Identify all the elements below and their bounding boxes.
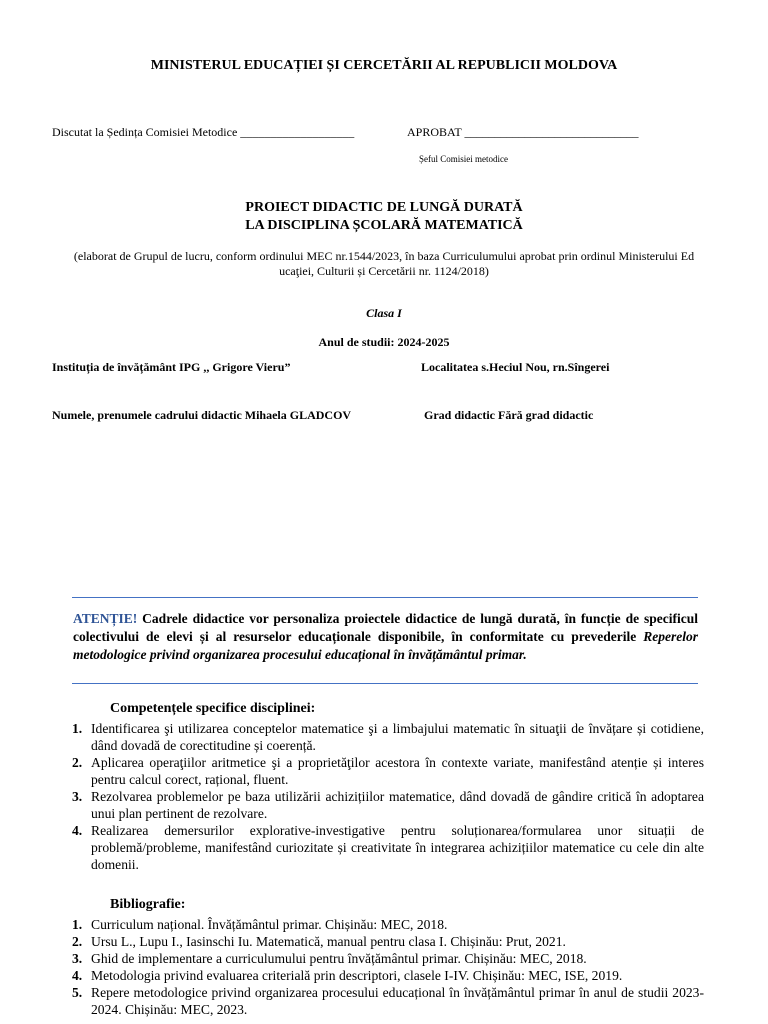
bibliography-item-number: 5.: [72, 985, 83, 1000]
bibliography-item-number: 2.: [72, 934, 83, 949]
bibliography-item: [72, 984, 704, 1018]
bibliography-heading: Bibliografie:: [110, 897, 186, 912]
locality: Localitatea s.Heciul Nou, rn.Sîngerei: [421, 360, 610, 374]
competence-item: [72, 720, 704, 754]
competence-item-number: 4.: [72, 823, 83, 838]
title-line-1: PROIECT DIDACTIC DE LUNGĂ DURATĂ: [245, 200, 523, 215]
bibliography-item-text: Ghid de implementare a curriculumului pentru învățământul primar. Chișinău: MEC, 2018.: [91, 951, 587, 966]
elaborated-line-1: (elaborat de Grupul de lucru, conform ordinului MEC nr.1544/2023, în baza Curriculumului aprobat prin ordinul Ministerului Ed: [73, 249, 695, 263]
bibliography-item: [72, 933, 704, 950]
attention-label: ATENȚIE!: [73, 611, 138, 626]
competence-item-text: Rezolvarea problemelor pe baza utilizării achizițiilor matematice, dând dovadă de gândire critică în adoptarea unui plan pertinent de rezolvare.: [91, 789, 704, 821]
elaborated-line-2: ucaţiei, Culturii și Cercetării nr. 1124/2018): [279, 264, 489, 278]
competence-item: [72, 788, 704, 822]
teacher-name: Numele, prenumele cadrului didactic Mihaela GLADCOV: [52, 408, 352, 422]
notice-text: Cadrele didactice vor personaliza proiectele didactice de lungă durată, în funcție de specificul colectivului de elevi și al resurselor educaționale disponibile, în conformitate cu prevederile: [73, 611, 698, 644]
competences-list: [72, 720, 704, 873]
competence-item-text: Identificarea şi utilizarea conceptelor matematice şi a limbajului matematic în situaţii de învățare și cotidiene, dând dovadă de corectitudine și coerență.: [91, 721, 704, 753]
notice-italic-text: Reperelor metodologice privind organizarea procesului educațional în învățământul primar.: [73, 629, 698, 662]
bibliography-item-text: Metodologia privind evaluarea criterială prin descriptori, clasele I-IV. Chișinău: MEC, ISE, 2019.: [91, 968, 623, 983]
competences-heading: Competențele specifice disciplinei:: [110, 701, 316, 716]
bibliography-item-text: Repere metodologice privind organizarea procesului educațional în învățământul primar în anul de studii 2023-2024. Chișinău: MEC, 2023.: [91, 985, 704, 1017]
bibliography-item-text: Ursu L., Lupu I., Iasinschi Iu. Matematică, manual pentru clasa I. Chișinău: Prut, 2021.: [91, 934, 566, 949]
bibliography-list: [72, 916, 704, 1018]
title-line-2: LA DISCIPLINA ȘCOLARĂ MATEMATICĂ: [245, 218, 523, 233]
competence-item-text: Realizarea demersurilor explorative-investigative pentru soluționarea/formularea unor situații de problemă/probleme, manifestând curiozitate și creativitate în integrarea achizițiilor matematice cu cele din alte domenii.: [91, 823, 704, 872]
discussed-line: Discutat la Ședința Comisiei Metodice ___________________: [52, 125, 355, 139]
institution: Instituția de învățământ IPG ,, Grigore Vieru”: [52, 360, 291, 374]
bibliography-item-number: 3.: [72, 951, 83, 966]
attention-notice: [73, 610, 698, 664]
bibliography-item: [72, 967, 704, 984]
bibliography-item: [72, 916, 704, 933]
didactic-grade: Grad didactic Fără grad didactic: [424, 408, 594, 422]
competence-item: [72, 754, 704, 788]
ministry-heading: MINISTERUL EDUCAȚIEI ȘI CERCETĂRII AL REPUBLICII MOLDOVA: [150, 58, 618, 73]
bibliography-item: [72, 950, 704, 967]
competence-item-number: 2.: [72, 755, 83, 770]
document-title: [0, 199, 768, 235]
class-label: Clasa I: [366, 306, 402, 320]
bibliography-item-text: Curriculum național. Învățământul primar. Chișinău: MEC, 2018.: [91, 917, 448, 932]
bibliography-item-number: 4.: [72, 968, 83, 983]
competence-item-number: 1.: [72, 721, 83, 736]
approver-role: Șeful Comisiei metodice: [419, 154, 508, 164]
approved-line: APROBAT _____________________________: [407, 125, 639, 139]
notice-top-rule: [72, 597, 698, 598]
competence-item-text: Aplicarea operaţiilor aritmetice şi a proprietăţilor acestora în contexte variate, manifestând atenție și interes pentru calcul corect, rațional, fluent.: [91, 755, 704, 787]
elaborated-note: [48, 249, 720, 279]
study-year: Anul de studii: 2024-2025: [318, 335, 450, 349]
bibliography-item-number: 1.: [72, 917, 83, 932]
competence-item-number: 3.: [72, 789, 83, 804]
notice-bottom-rule: [72, 683, 698, 684]
competence-item: [72, 822, 704, 873]
